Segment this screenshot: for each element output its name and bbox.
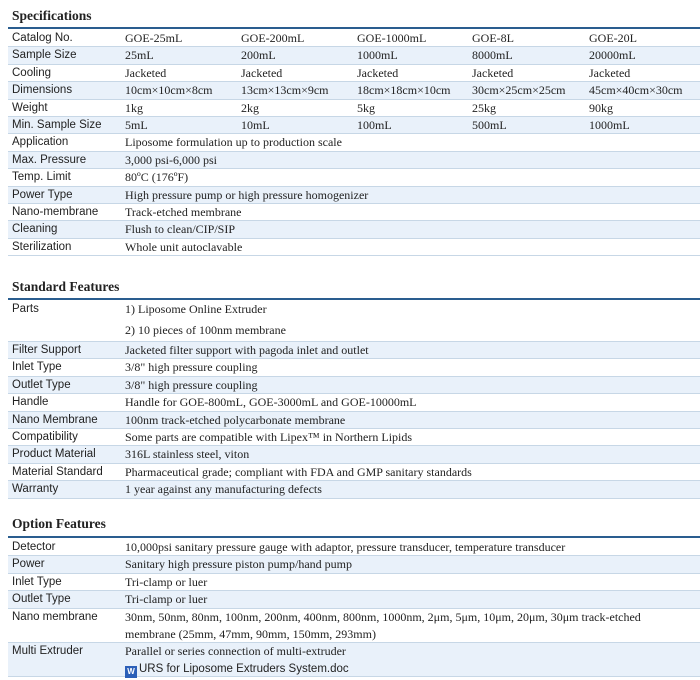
row-label: Min. Sample Size [12,118,102,131]
spec-row-nano-membrane [8,204,700,221]
spec-row-max-pressure [8,152,700,169]
cell: 10cm×10cm×8cm [125,83,213,98]
cell: 1000mL [357,48,398,63]
spec-row-weight [8,100,700,117]
cell: 25kg [472,100,496,115]
cell: 5mL [125,117,148,132]
cell: 2kg [241,100,259,115]
standard-features-table [8,301,700,499]
std-row [8,429,700,446]
row-value: 316L stainless steel, viton [125,447,250,462]
row-value: membrane (25mm, 47mm, 90mm, 150mm, 293mm) [125,626,376,641]
row-label: Max. Pressure [12,153,87,166]
cell: GOE-1000mL [357,31,427,45]
cell: 1000mL [589,117,630,132]
spec-row-catalog [8,30,700,47]
row-label: Handle [12,396,49,409]
cell: 8000mL [472,48,513,63]
row-label: Nano-membrane [12,205,99,218]
cell: 25mL [125,48,154,63]
row-value: Jacketed filter support with pagoda inlet and outlet [125,343,369,357]
row-value: Tri-clamp or luer [125,592,208,607]
cell: 90kg [589,100,613,115]
spec-row-application [8,134,700,151]
cell: Jacketed [241,65,283,80]
row-value: 2) 10 pieces of 100nm membrane [125,323,286,337]
row-label: Detector [12,541,56,553]
cell: 5kg [357,100,375,115]
row-value: 10,000psi sanitary pressure gauge with adaptor, pressure transducer, temperature transducer [125,540,566,554]
cell: GOE-20L [589,31,637,45]
row-label: Catalog No. [12,32,73,44]
row-value: Whole unit autoclavable [125,239,243,254]
std-row [8,377,700,394]
section-divider [8,536,700,538]
row-label: Outlet Type [12,378,71,391]
row-value: 80ºC (176ºF) [125,170,189,185]
standard-features-heading: Standard Features [12,279,120,294]
row-label: Dimensions [12,84,73,97]
std-row [8,464,700,481]
option-features-heading: Option Features [12,516,106,531]
spec-row-sample-size [8,47,700,64]
cell: Jacketed [125,65,167,80]
row-label: Material Standard [12,465,103,478]
row-label: Inlet Type [12,575,62,588]
spec-row-cooling [8,65,700,82]
cell: Jacketed [472,65,514,80]
opt-row-multi-extruder [8,643,700,677]
cell: 18cm×18cm×10cm [357,83,451,98]
std-row [8,412,700,429]
word-document-icon: W [125,666,137,678]
cell: GOE-25mL [125,31,183,45]
std-row-parts [8,301,700,342]
row-label: Warranty [12,483,59,496]
cell: 100mL [357,117,392,132]
row-value: Flush to clean/CIP/SIP [125,222,236,237]
row-label: Inlet Type [12,361,62,374]
row-value: 1 year against any manufacturing defects [125,482,322,497]
row-value: 3/8" high pressure coupling [125,360,258,375]
row-value: 3,000 psi-6,000 psi [125,152,218,167]
row-label: Cooling [12,66,51,79]
opt-row [8,591,700,608]
cell: Jacketed [357,65,399,80]
row-label: Temp. Limit [12,171,71,184]
doc-link-text[interactable]: URS for Liposome Extruders System.doc [139,662,349,675]
row-value: 3/8" high pressure coupling [125,377,258,392]
row-value: 1) Liposome Online Extruder [125,302,267,316]
cell: GOE-8L [472,31,514,45]
specifications-heading: Specifications [12,8,92,23]
row-value: Sanitary high pressure piston pump/hand pump [125,557,352,572]
cell: 20000mL [589,48,636,63]
cell: Jacketed [589,65,631,80]
cell: 30cm×25cm×25cm [472,83,566,98]
row-label: Power Type [12,188,73,201]
row-label: Sample Size [12,49,77,62]
cell: 1kg [125,100,143,115]
row-value: 100nm track-etched polycarbonate membrane [125,412,346,427]
row-value: Liposome formulation up to production scale [125,135,342,150]
row-label: Outlet Type [12,593,71,606]
spec-row-power-type [8,187,700,204]
opt-row-nano-membrane [8,609,700,643]
row-label: Weight [12,101,48,114]
spec-row-dimensions [8,82,700,99]
row-label: Parts [12,303,39,315]
cell: 10mL [241,117,270,132]
section-divider [8,27,700,29]
spec-row-sterilization [8,239,700,256]
std-row [8,481,700,498]
cell: 13cm×13cm×9cm [241,83,329,98]
row-label: Nano membrane [12,610,98,623]
row-label: Application [12,136,69,149]
doc-download-link[interactable] [125,660,349,678]
row-value: Pharmaceutical grade; compliant with FDA and GMP sanitary standards [125,464,472,479]
std-row [8,342,700,359]
std-row [8,359,700,376]
row-label: Filter Support [12,344,82,356]
row-value: Track-etched membrane [125,204,242,219]
std-row [8,394,700,411]
row-value: 30nm, 50nm, 80nm, 100nm, 200nm, 400nm, 800nm, 1000nm, 2μm, 5μm, 10μm, 20μm, 30μm track-etched [125,609,641,624]
opt-row [8,556,700,573]
row-value: High pressure pump or high pressure homogenizer [125,187,369,202]
row-label: Cleaning [12,223,58,236]
option-features-table [8,539,700,677]
row-label: Multi Extruder [12,644,83,657]
row-label: Sterilization [12,240,72,253]
row-value: Handle for GOE-800mL, GOE-3000mL and GOE-10000mL [125,395,417,410]
cell: 200mL [241,48,276,63]
row-label: Power [12,558,45,571]
spec-row-min-sample [8,117,700,134]
row-value: Tri-clamp or luer [125,574,208,589]
row-value: Parallel or series connection of multi-extruder [125,643,346,658]
section-divider [8,298,700,300]
row-label: Nano Membrane [12,413,98,426]
cell: 500mL [472,117,507,132]
spec-row-cleaning [8,221,700,238]
specifications-table [8,30,700,256]
row-value: Some parts are compatible with Lipex™ in Northern Lipids [125,429,413,444]
row-label: Compatibility [12,430,78,443]
opt-row [8,539,700,556]
cell: GOE-200mL [241,31,305,45]
spec-row-temp-limit [8,169,700,186]
opt-row [8,574,700,591]
std-row [8,446,700,463]
row-label: Product Material [12,448,96,461]
cell: 45cm×40cm×30cm [589,83,683,98]
